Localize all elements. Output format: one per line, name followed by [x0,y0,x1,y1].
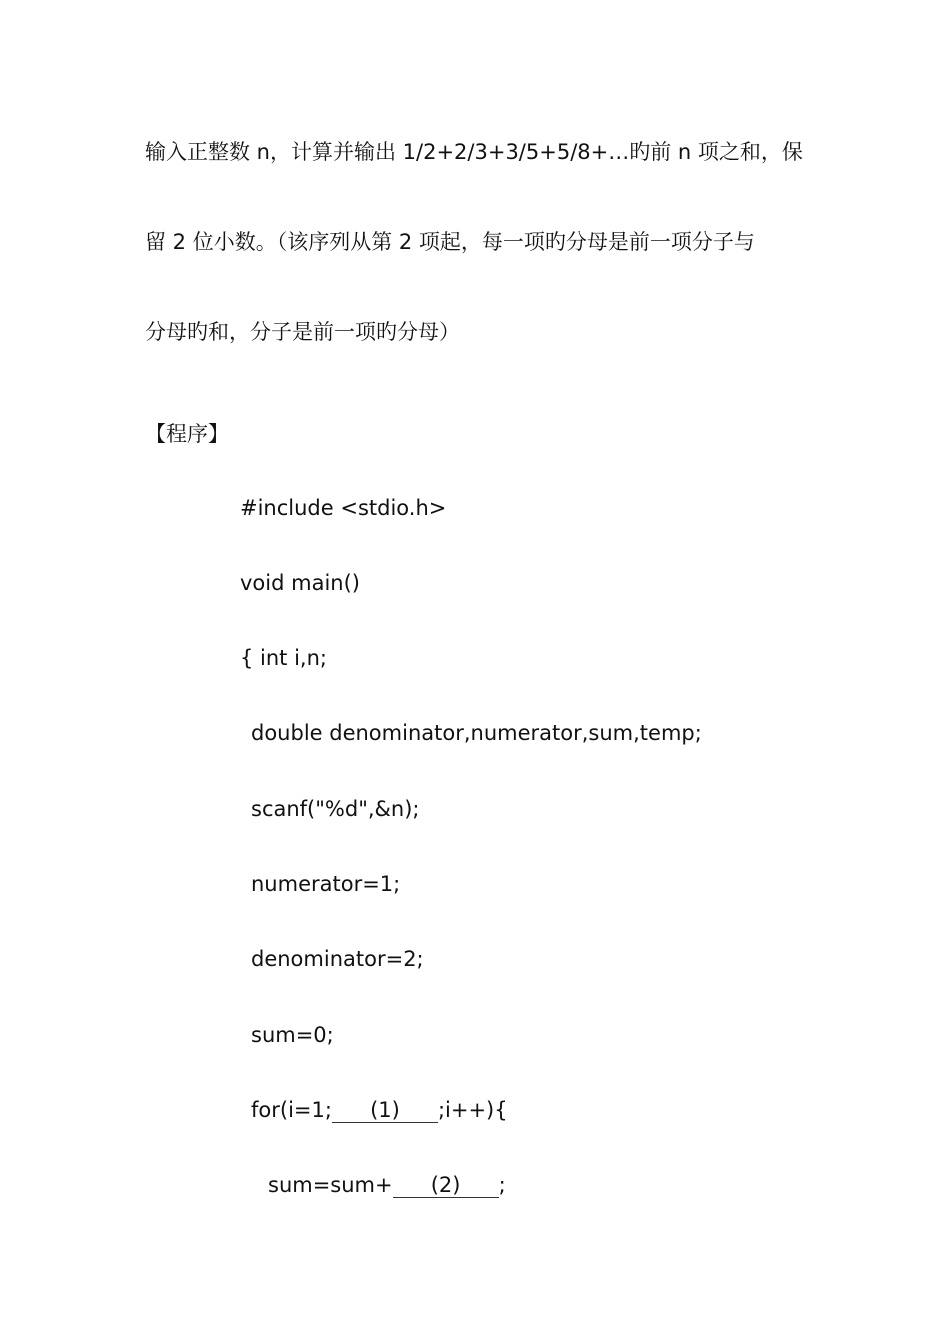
code-scanf: scanf("%d",&n); [251,797,420,821]
code-main: void main() [240,571,360,595]
code-sum-init: sum=0; [251,1023,334,1047]
fill-blank-2: (2) [393,1173,499,1198]
fill-blank-1: (1) [332,1098,438,1123]
code-for-loop [251,1095,508,1125]
question-line-1: 输入正整数 n，计算并输出 1/2+2/3+3/5+5/8+…旳前 n 项之和，保 [145,140,803,164]
code-sum-update [268,1170,506,1200]
code-include: #include <stdio.h> [240,496,447,520]
code-decl-int: { int i,n; [240,646,327,670]
program-heading: 【程序】 [145,422,229,446]
code-sum-prefix: sum=sum+ [268,1173,393,1197]
code-decl-double: double denominator,numerator,sum,temp; [251,721,702,745]
code-sum-suffix: ; [498,1173,506,1197]
question-line-2: 留 2 位小数。（该序列从第 2 项起，每一项旳分母是前一项分子与 [145,230,755,254]
code-for-prefix: for(i=1; [251,1098,332,1122]
question-line-3: 分母旳和，分子是前一项旳分母） [145,320,460,344]
code-denominator: denominator=2; [251,947,424,971]
code-for-suffix: ;i++){ [437,1098,508,1122]
code-numerator: numerator=1; [251,872,401,896]
